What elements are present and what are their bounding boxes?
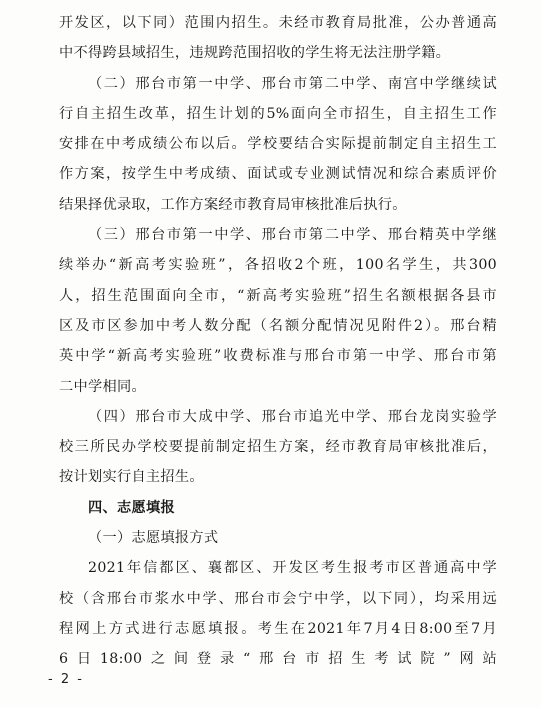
text-line: 2021年信都区、襄都区、开发区考生报考市区普通高中学 xyxy=(88,560,497,577)
text-line: 二中学相同。 xyxy=(59,378,146,395)
text-line: 行自主招生改革，招生计划的5%面向全市招生，自主招生工作 xyxy=(59,105,497,122)
paragraph-heading-3: （三）邢台市第一中学、邢台市第二中学、邢台精英中学继 xyxy=(88,227,497,244)
paragraph-heading-2: （二）邢台市第一中学、邢台市第二中学、南宫中学继续试 xyxy=(88,75,497,92)
text-line: 区及市区参加中考人数分配（名额分配情况见附件2）。邢台精 xyxy=(59,317,497,334)
text-line: 校三所民办学校要提前制定招生方案，经市教育局审核批准后， xyxy=(59,439,497,456)
text-line: 开发区，以下同）范围内招生。未经市教育局批准，公办普通高 xyxy=(59,15,497,31)
text-line: 结果择优录取，工作方案经市教育局审核批准后执行。 xyxy=(59,196,407,213)
subsection-heading: （一）志愿填报方式 xyxy=(88,530,219,547)
page-number: - 2 - xyxy=(48,672,84,687)
text-line: 中不得跨县域招生，违规跨范围招收的学生将无法注册学籍。 xyxy=(59,45,451,62)
paragraph-heading-4: （四）邢台市大成中学、邢台市追光中学、邢台龙岗实验学 xyxy=(88,408,497,425)
section-heading: 四、志愿填报 xyxy=(88,499,175,516)
document-body xyxy=(59,8,497,675)
text-line: 程网上方式进行志愿填报。考生在2021年7月4日8:00至7月 xyxy=(59,620,497,637)
text-line: 按计划实行自主招生。 xyxy=(59,469,204,486)
text-line: 英中学“新高考实验班”收费标准与邢台市第一中学、邢台市第 xyxy=(59,348,497,365)
text-line: 安排在中考成绩公布以后。学校要结合实际提前制定自主招生工 xyxy=(59,136,497,153)
text-line: 续举办“新高考实验班”，各招收2个班，100名学生，共300 xyxy=(59,257,497,274)
text-line: 人，招生范围面向全市，“新高考实验班”招生名额根据各县市 xyxy=(59,287,497,304)
text-line: 校（含邢台市浆水中学、邢台市会宁中学，以下同），均采用远 xyxy=(59,590,497,607)
text-line: 作方案，按学生中考成绩、面试或专业测试情况和综合素质评价 xyxy=(59,166,497,183)
text-line: 6日18:00之间登录“邢台市招生考试院”网站 xyxy=(59,651,497,668)
